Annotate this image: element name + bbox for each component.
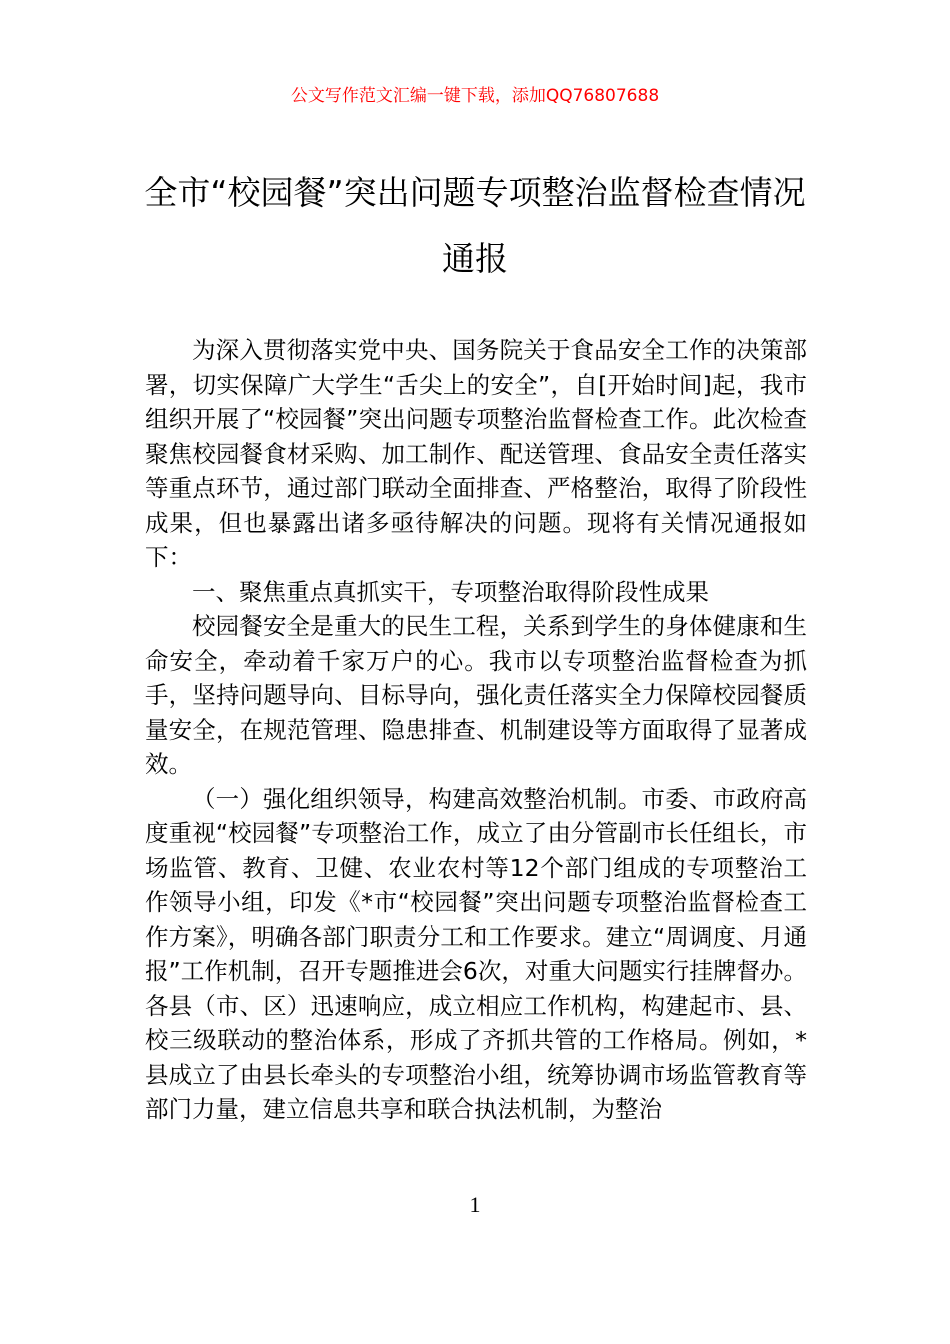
section-heading: 一、聚焦重点真抓实干，专项整治取得阶段性成果 bbox=[192, 577, 709, 606]
intro-paragraph: 为深入贯彻落实党中央、国务院关于食品安全工作的决策部署，切实保障广大学生“舌尖上的安全”，自[开始时间]起，我市组织开展了“校园餐”突出问题专项整治监督检查工作。此次检查聚焦校园餐食材采购、加工制作、配送管理、食品安全责任落实等重点环节，通过部门联动全面排查、严格整治，取得了阶段性成果，但也暴露出诸多亟待解决的问题。现将有关情况通报如下： bbox=[145, 336, 807, 571]
download-banner bbox=[0, 84, 950, 108]
subsection-paragraph: （一）强化组织领导，构建高效整治机制。市委、市政府高度重视“校园餐”专项整治工作，成立了由分管副市长任组长，市场监管、教育、卫健、农业农村等12个部门组成的专项整治工作领导小组，印发《*市“校园餐”突出问题专项整治监督检查工作方案》，明确各部门职责分工和工作要求。建立“周调度、月通报”工作机制，召开专题推进会6次，对重大问题实行挂牌督办。各县（市、区）迅速响应，成立相应工作机构，构建起市、县、校三级联动的整治体系，形成了齐抓共管的工作格局。例如，*县成立了由县长牵头的专项整治小组，统筹协调市场监管教育等部门力量，建立信息共享和联合执法机制，为整治 bbox=[145, 784, 807, 1123]
document-body bbox=[145, 333, 807, 1127]
section-paragraph: 校园餐安全是重大的民生工程，关系到学生的身体健康和生命安全，牵动着千家万户的心。我市以专项整治监督检查为抓手，坚持问题导向、目标导向，强化责任落实全力保障校园餐质量安全，在规范管理、隐患排查、机制建设等方面取得了显著成效。 bbox=[145, 612, 807, 778]
page-number: 1 bbox=[469, 1192, 481, 1217]
document-title: 全市“校园餐”突出问题专项整治监督检查情况通报 bbox=[144, 173, 806, 278]
download-banner-text: 公文写作范文汇编一键下载，添加QQ76807688 bbox=[290, 86, 660, 106]
